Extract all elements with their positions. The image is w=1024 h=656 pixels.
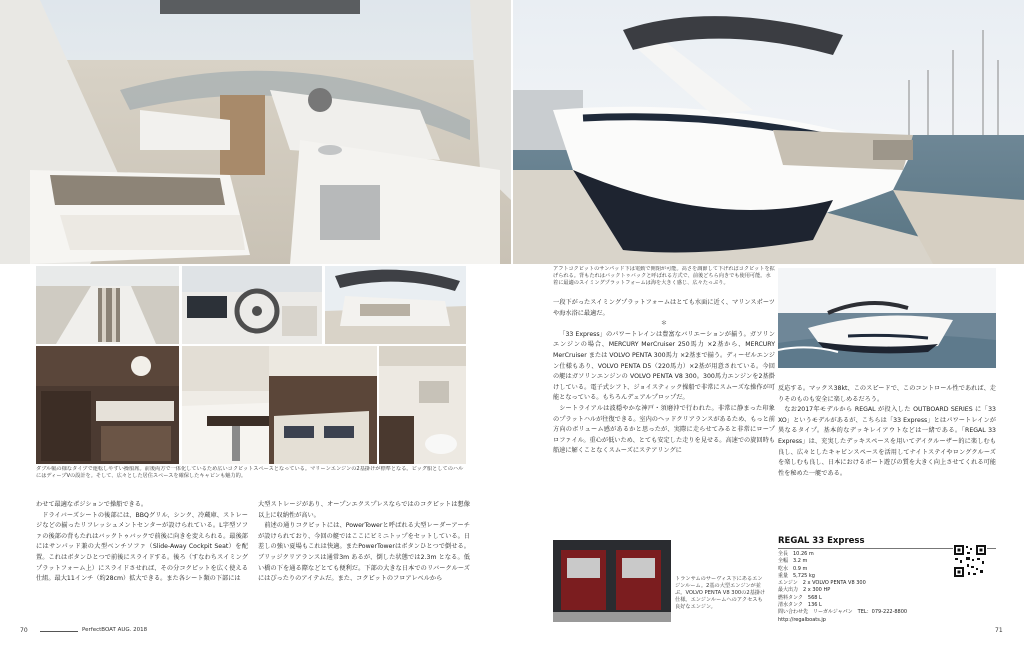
spec-row-fuel: 燃料タンク 568 L (778, 594, 822, 601)
left-col2-para-1: 大型ストレージがあり、オープンエクスプレスならではのコクピットは想像以上に収納性が高い。 (258, 501, 470, 519)
left-column-1 (36, 500, 248, 616)
spec-row-weight: 重量 5,725 kg (778, 572, 815, 579)
spec-row-url[interactable]: http://regalboats.jp (778, 616, 826, 623)
left-col1-para-2: ドライバーズシートの後部には、BBQグリル、シンク、冷蔵庫、ストレージなどの揃ったリフレッシュメントセンターが設けられている。L字型ソファの後部の背もたれはバックトゥバックで前後に向きを変えられる。最後部にはサンパッド兼の大型ベンチソファ（Slide-Away Cockpit Seat）を配置。これはボタンひとつで前後にスライドする。後ろ（すなわちスイミングプラットフォーム上）にスライドさせれば、その分コクピットを広く使える仕組。最大11インチ（約28cm）拡大できる。また各シート類の下部には (36, 511, 248, 583)
left-col2-para-2: 前述の通りコクピットには、PowerTowerと呼ばれる大型レーダーアーチが設けられており、今回の艇ではここにビミニトップをセットしている。日差しの強い夏場もこれは快適。またPowerTowerはボタンひとつで倒せる。ブリッジクリアランスは通常3m あるが、倒した状態では2.3m となる。低い橋の下を通る際などとても便利だ。下部の大きな日本でのリバークルーズにはぴったりのアイテムだ。また、コクピットのフロアレベルから (258, 522, 470, 583)
spec-row-beam: 全幅 3.2 m (778, 558, 808, 565)
section-divider-star: ＊ (660, 320, 668, 328)
spec-list (778, 551, 948, 624)
cockpit-photo (0, 0, 511, 264)
magazine-name: PerfectBOAT AUG. 2018 (82, 627, 148, 633)
right-column-2 (778, 384, 996, 524)
right-col1-para-3: 「33 Express」のパワートレインは豊富なバリエーションが揃う。ガソリンエンジンの場合、MERCURY MerCruiser 250馬力 ×2基から、MERCURY MerCruiser または VOLVO PENTA 300馬力 ×2基まで揃う。ディーゼルエンジン仕様もあり、VOLVO PENTA D5（220馬力）×2基が用意されている。今回の艇はガソリンエンジンの VOLVO PENTA V8 300。300馬力エンジンを2基掛けしている。電子式シフト、ジョイスティック操船で非常にスムーズな操作が可能となっている。もちろんデュアルプロップだ。 (553, 330, 775, 402)
right-col1-para-1: 一段下がったスイミングプラットフォームはとても水面に近く、マリンスポーツや海水浴に最適だ。 (553, 299, 775, 317)
spec-row-water: 清水タンク 136 L (778, 602, 822, 609)
spec-row-power: 最大出力 2 x 300 HP (778, 587, 831, 594)
left-column-2 (258, 500, 470, 616)
photo-caption-top-right: アフトコクピットのサンパッド下は電動で開閉が可能。高さを調節して下げればコクピットを拡げられる。背もたれはバックトゥバックと呼ばれる方式で、前後どちら向きでも使用可能。水着に最適のスイミングプラットフォームは海を大きく感じ、広々たっぷり。 (553, 266, 775, 286)
spec-row-engine: エンジン 2 x VOLVO PENTA V8 300 (778, 580, 866, 587)
right-page-number: 71 (995, 627, 1003, 634)
right-col2-para-1: 反応する。マックス38kt、このスピードで、このコントロール性であれば、走りそのものも安全に楽しめるだろう。 (778, 385, 996, 403)
head-photo (379, 346, 466, 464)
boat-running-photo (778, 268, 996, 368)
qr-code-icon (953, 544, 987, 578)
right-column-1 (553, 298, 775, 530)
spec-title: REGAL 33 Express (778, 536, 865, 546)
right-col2-para-2: なお2017年モデルから REGAL が投入した OUTBOARD SERIES に「33 XO」というモデルがあるが、こちらは「33 Express」とはパワートレインが異なるタイプ。基本的なデッキレイアウトなどは一緒である。「REGAL 33 Express」は、充実したデッキスペースを用いてデイクルーザー的に楽しむも良し、広々としたキャビンスペースを活用してナイトステイやロングクルーズを楽しむも良し、日本におけるボート遊びの質を大きく向上させてくれる可能性を秘めた一艇である。 (778, 406, 996, 477)
engine-caption: トランサムのサーヴィス下にあるエンジンルーム。2基の大型エンジンが並ぶ。VOLVO PENTA V8 300の2基掛け仕様。エンジンルームへのアクセスも良好なエンジン。 (675, 576, 766, 610)
spec-row-contact: 問い合わせ先 リーガルジャパン TEL：079-222-8800 (778, 609, 908, 616)
left-page-number: 70 (20, 627, 28, 634)
left-col1-para-1: わせて最適なポジションで操船できる。 (36, 501, 148, 508)
forward-berth-photo (269, 346, 377, 464)
engine-room-photo (553, 540, 671, 622)
helm-photo (182, 266, 322, 344)
boat-marina-photo (513, 0, 1024, 264)
spec-row-draft: 吃水 0.9 m (778, 565, 808, 572)
footer-rule (40, 631, 78, 632)
right-col1-para-4: シートライアルは波穏やかな神戸・須磨沖で行われた。非常に静まった印象のプラットハルが往復できる。室内のヘッドクリアランスがあるため、もっと前方向のボリューム感があるかと思ったが、実際に走らせてみると非常にロープロファイル。重心が低いため、とても安定した走りを見せる。高速での旋回時も船速に解くことなくスムーズにステアリングに (553, 404, 775, 455)
powertower-photo (325, 266, 466, 344)
cabin-galley-photo (36, 346, 179, 464)
spec-row-length: 全長 10.26 m (778, 551, 814, 557)
photo-caption-left: ダブル幅の様なタイプで運転しやすい操船席。前後両方で一体化しているため広いコクピットスペースとなっている。マリーンエンジンの2基掛けが標準となる。ビッグ船としてのハルにはディープVの設計を。そして、広々とした居住スペースを確保したキャビンも魅力的。 (36, 466, 464, 479)
swim-platform-photo (36, 266, 179, 344)
